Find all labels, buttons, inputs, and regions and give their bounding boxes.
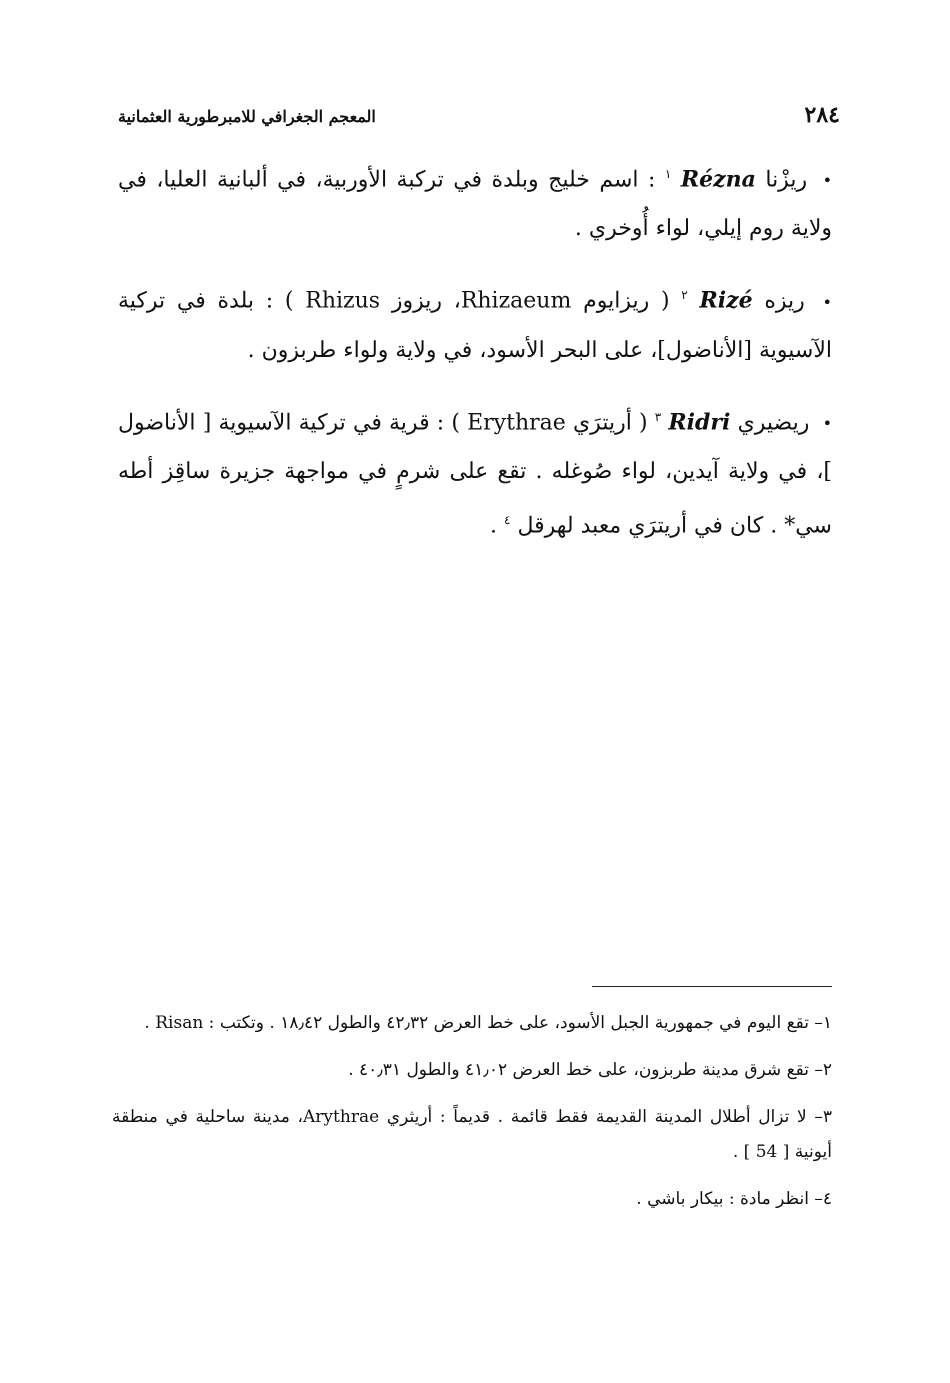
footnote-text: ، مدينة ساحلية في منطقة أيونية [ 54 ] . <box>112 1107 832 1162</box>
entry-text: . <box>490 513 505 539</box>
bullet: • <box>822 292 832 312</box>
entry-headword-latin: Ridri <box>668 408 731 435</box>
entry-text: ) : بلدة في تركية الآسيوية [الأناضول]، على البحر الأسود، في ولاية ولواء طربزون . <box>118 288 832 363</box>
footnote-2 <box>112 1053 832 1088</box>
entry-body: : اسم خليج وبلدة في تركبة الأوربية، في ألبانية العليا، في ولاية روم إيلي، لواء أُوخري . <box>118 167 832 242</box>
footnote-ref: ١ <box>664 167 672 181</box>
latin-term: Risan <box>155 1013 204 1033</box>
footnote-text: ١– تقع اليوم في جمهورية الجبل الأسود، على خط العرض ٤٢٫٣٢ والطول ١٨٫٤٢ . وتكتب : <box>203 1013 832 1033</box>
latin-term: Erythrae <box>467 409 566 435</box>
footnote-1 <box>112 1006 832 1041</box>
footnote-divider <box>592 986 832 987</box>
footnote-text: ٢– تقع شرق مدينة طربزون، على خط العرض ٤١٫٠٢ والطول ٤٠٫٣١ . <box>348 1060 832 1080</box>
latin-term: Arythrae <box>303 1107 380 1127</box>
footnote-text: . <box>144 1013 156 1033</box>
footnote-4 <box>112 1182 832 1217</box>
entries-section <box>118 150 832 568</box>
page-number: ٢٨٤ <box>804 102 840 128</box>
entry-headword-arabic: ريزْنا <box>765 167 808 193</box>
entry-text: ، ريزوز <box>380 288 461 314</box>
entry-text: ( ريزايوم <box>571 288 682 314</box>
footnote-ref: ٢ <box>681 288 688 303</box>
footnote-text: ٤– انظر مادة : بيكار باشي . <box>636 1189 832 1209</box>
footnote-ref: ٣ <box>654 409 662 424</box>
entry-headword-latin: Rizé <box>699 287 753 314</box>
entry-headword-arabic: ريضيري <box>737 409 810 435</box>
footnote-ref: ٤ <box>504 512 511 527</box>
bullet: • <box>822 413 833 433</box>
latin-term: Rhizaeum <box>460 288 572 314</box>
entry-rize <box>118 271 832 374</box>
footnote-3 <box>112 1100 832 1170</box>
entry-ridri <box>118 393 832 551</box>
page-header <box>118 102 840 128</box>
entry-text: ) : قرية في تركية الآسيوية [ الأناضول ]، في ولاية آيدين، لواء صُوغله . تقع على شرمٍ في مواجهة جزيرة ساقِز أطه سي* . كان في أريترَي معبد لهرقل <box>118 409 832 539</box>
footnotes-section <box>112 1006 832 1229</box>
bullet: • <box>822 171 832 191</box>
entry-text: ( أريترَي <box>565 409 655 435</box>
entry-headword-arabic: ريزه <box>764 288 805 314</box>
entry-headword-latin: Rézna <box>680 166 756 193</box>
latin-term: Rhizus <box>305 288 381 314</box>
entry-rezna <box>118 150 832 253</box>
footnote-text: ٣– لا تزال أطلال المدينة القديمة فقط قائمة . قديماً : أريثري <box>379 1107 832 1127</box>
running-title: المعجم الجغرافي للامبرطورية العثمانية <box>118 107 376 126</box>
